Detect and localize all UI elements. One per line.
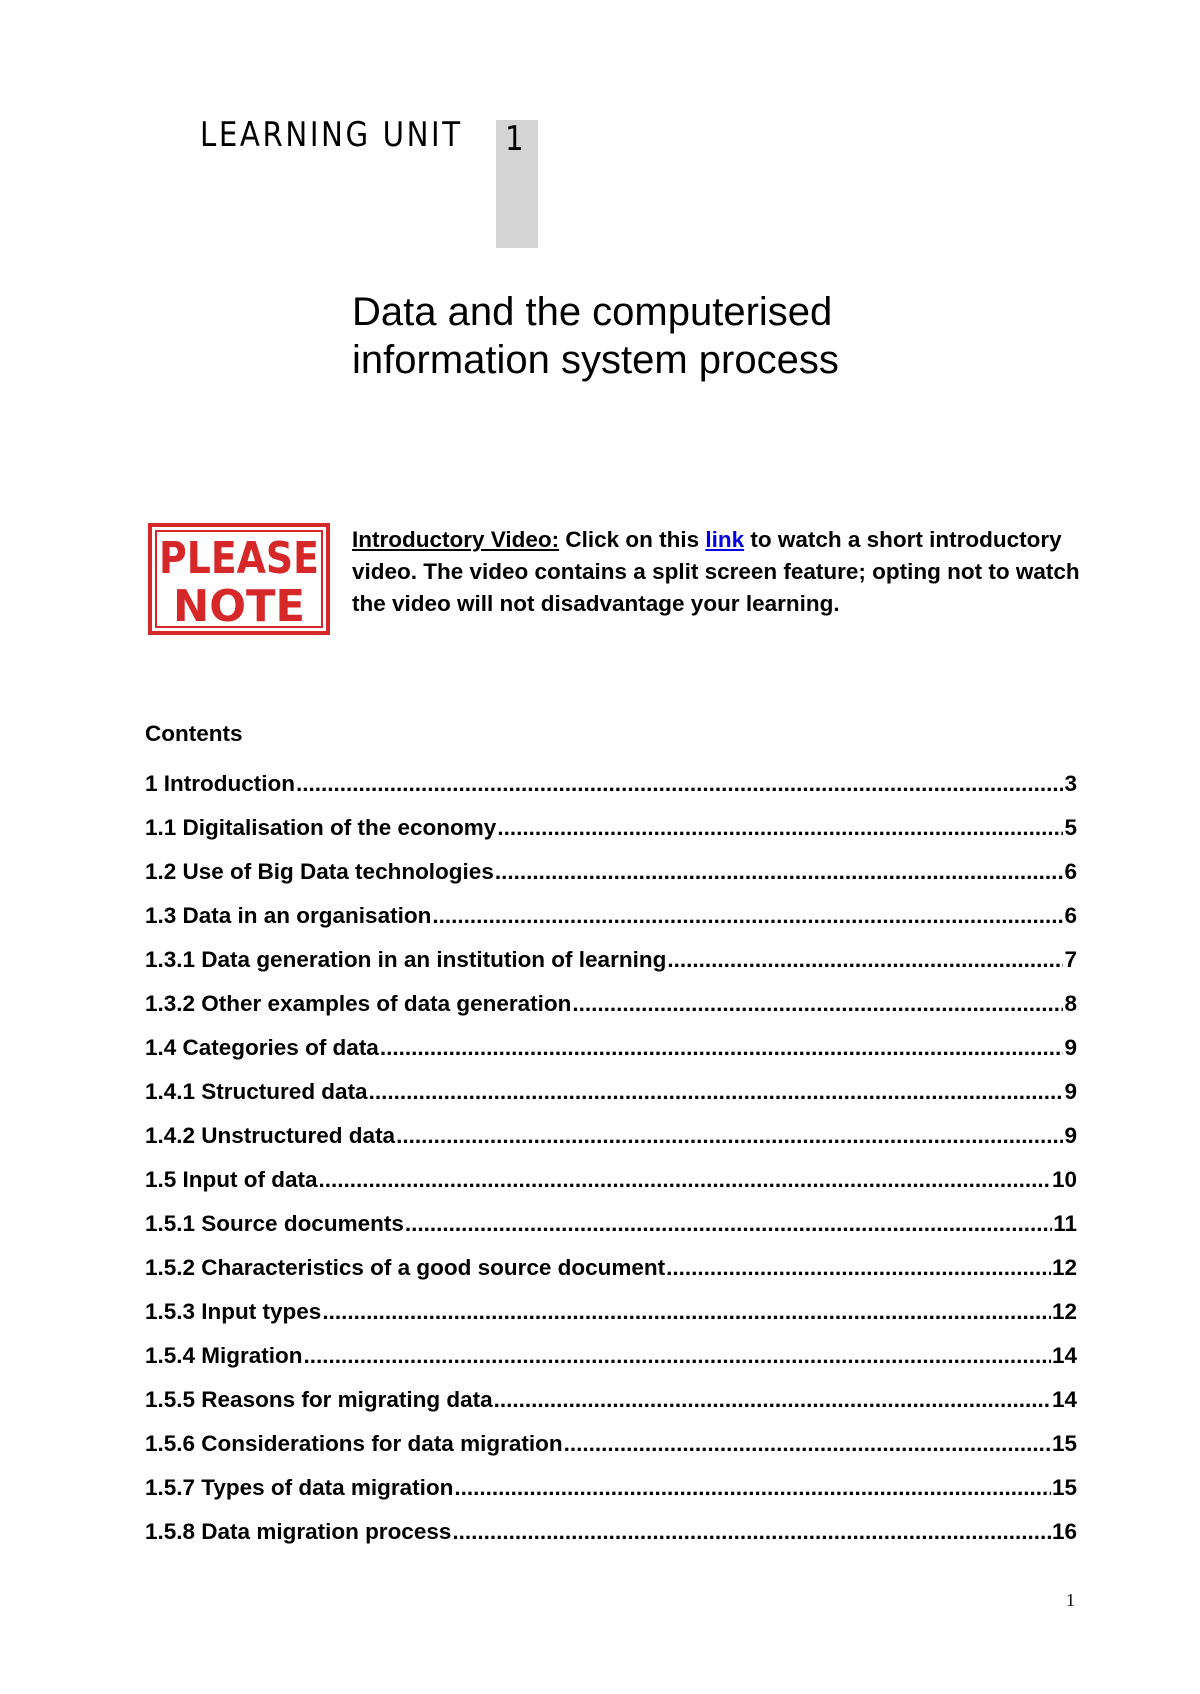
svg-text:PLEASE: PLEASE — [159, 533, 319, 584]
page-number: 1 — [1066, 1590, 1075, 1610]
toc-entry-page: 6 — [1064, 859, 1077, 884]
toc-dot-leader — [369, 1076, 1064, 1108]
toc-entry-page: 12 — [1051, 1255, 1077, 1280]
toc-entry[interactable] — [145, 944, 1077, 988]
toc-entry-title: 1.4 Categories of data — [145, 1035, 379, 1060]
toc-dot-leader — [572, 988, 1063, 1020]
toc-dot-leader — [396, 1120, 1063, 1152]
toc-dot-leader — [322, 1296, 1051, 1328]
toc-entry-page: 15 — [1051, 1475, 1077, 1500]
toc-entry-title: 1.5.5 Reasons for migrating data — [145, 1387, 493, 1412]
toc-entry[interactable] — [145, 1472, 1077, 1516]
toc-entry[interactable] — [145, 1296, 1077, 1340]
toc-entry-title: 1.5 Input of data — [145, 1167, 318, 1192]
toc-entry-page: 16 — [1051, 1519, 1077, 1544]
toc-entry[interactable] — [145, 856, 1077, 900]
toc-dot-leader — [319, 1164, 1051, 1196]
toc-entry[interactable] — [145, 1340, 1077, 1384]
toc-entry[interactable] — [145, 1252, 1077, 1296]
toc-dot-leader — [452, 1516, 1051, 1548]
title-line-1: Data and the computerised — [352, 290, 833, 334]
unit-number: 1 — [505, 119, 524, 159]
toc-entry[interactable] — [145, 988, 1077, 1032]
toc-entry-title: 1.5.2 Characteristics of a good source document — [145, 1255, 666, 1280]
toc-dot-leader — [494, 1384, 1051, 1416]
toc-entry[interactable] — [145, 768, 1077, 812]
toc-dot-leader — [564, 1428, 1051, 1460]
toc-dot-leader — [497, 812, 1063, 844]
contents-heading: Contents — [145, 721, 243, 746]
toc-entry-title: 1.1 Digitalisation of the economy — [145, 815, 497, 840]
toc-dot-leader — [304, 1340, 1051, 1372]
toc-entry-title: 1.5.6 Considerations for data migration — [145, 1431, 563, 1456]
intro-text-after-link: to watch a short introductory video. The video contains a split screen feature; opting not to watch the video will not disadvantage your learning. — [352, 527, 1080, 616]
toc-entry-title: 1.3 Data in an organisation — [145, 903, 432, 928]
toc-entry-page: 6 — [1064, 903, 1077, 928]
toc-entry[interactable] — [145, 812, 1077, 856]
toc-entry-title: 1.4.2 Unstructured data — [145, 1123, 396, 1148]
toc-entry-page: 15 — [1051, 1431, 1077, 1456]
toc-entry-page: 14 — [1051, 1387, 1077, 1412]
toc-entry-page: 9 — [1064, 1123, 1077, 1148]
toc-entry-page: 14 — [1051, 1343, 1077, 1368]
intro-label: Introductory Video: — [352, 527, 560, 552]
toc-entry[interactable] — [145, 1120, 1077, 1164]
toc-entry-title: 1.2 Use of Big Data technologies — [145, 859, 494, 884]
toc-entry-page: 3 — [1064, 771, 1077, 796]
toc-dot-leader — [666, 1252, 1051, 1284]
svg-text:NOTE: NOTE — [173, 581, 305, 632]
toc-entry-page: 9 — [1064, 1035, 1077, 1060]
intro-text-before-link: Click on this — [559, 527, 706, 552]
toc-entry[interactable] — [145, 900, 1077, 944]
table-of-contents — [145, 768, 1077, 1560]
toc-entry-page: 12 — [1051, 1299, 1077, 1324]
toc-entry-title: 1.3.2 Other examples of data generation — [145, 991, 572, 1016]
unit-number-box — [496, 120, 538, 248]
toc-entry[interactable] — [145, 1384, 1077, 1428]
toc-entry[interactable] — [145, 1076, 1077, 1120]
toc-entry-title: 1.5.8 Data migration process — [145, 1519, 452, 1544]
toc-entry[interactable] — [145, 1428, 1077, 1472]
toc-dot-leader — [380, 1032, 1064, 1064]
toc-entry-page: 5 — [1064, 815, 1077, 840]
toc-dot-leader — [296, 768, 1063, 800]
please-note-icon — [148, 523, 330, 635]
toc-entry[interactable] — [145, 1208, 1077, 1252]
toc-entry-page: 7 — [1064, 947, 1077, 972]
toc-entry-page: 8 — [1064, 991, 1077, 1016]
toc-entry-title: 1.5.4 Migration — [145, 1343, 303, 1368]
toc-entry[interactable] — [145, 1164, 1077, 1208]
toc-entry-page: 11 — [1053, 1211, 1077, 1236]
toc-entry-title: 1 Introduction — [145, 771, 295, 796]
toc-entry-page: 10 — [1051, 1167, 1077, 1192]
toc-entry-title: 1.5.7 Types of data migration — [145, 1475, 454, 1500]
toc-dot-leader — [432, 900, 1063, 932]
intro-paragraph — [352, 524, 1092, 620]
toc-entry-title: 1.5.3 Input types — [145, 1299, 322, 1324]
toc-entry[interactable] — [145, 1032, 1077, 1076]
toc-entry-title: 1.4.1 Structured data — [145, 1079, 368, 1104]
toc-dot-leader — [495, 856, 1064, 888]
video-link[interactable]: link — [705, 527, 745, 552]
toc-dot-leader — [667, 944, 1063, 976]
toc-entry-page: 9 — [1064, 1079, 1077, 1104]
title-line-2: information system process — [352, 338, 839, 382]
learning-unit-label: LEARNING UNIT — [200, 115, 463, 155]
toc-dot-leader — [454, 1472, 1051, 1504]
toc-entry-title: 1.5.1 Source documents — [145, 1211, 404, 1236]
toc-entry-title: 1.3.1 Data generation in an institution of learning — [145, 947, 667, 972]
toc-entry[interactable] — [145, 1516, 1077, 1560]
page-title — [352, 288, 972, 384]
toc-dot-leader — [405, 1208, 1052, 1240]
